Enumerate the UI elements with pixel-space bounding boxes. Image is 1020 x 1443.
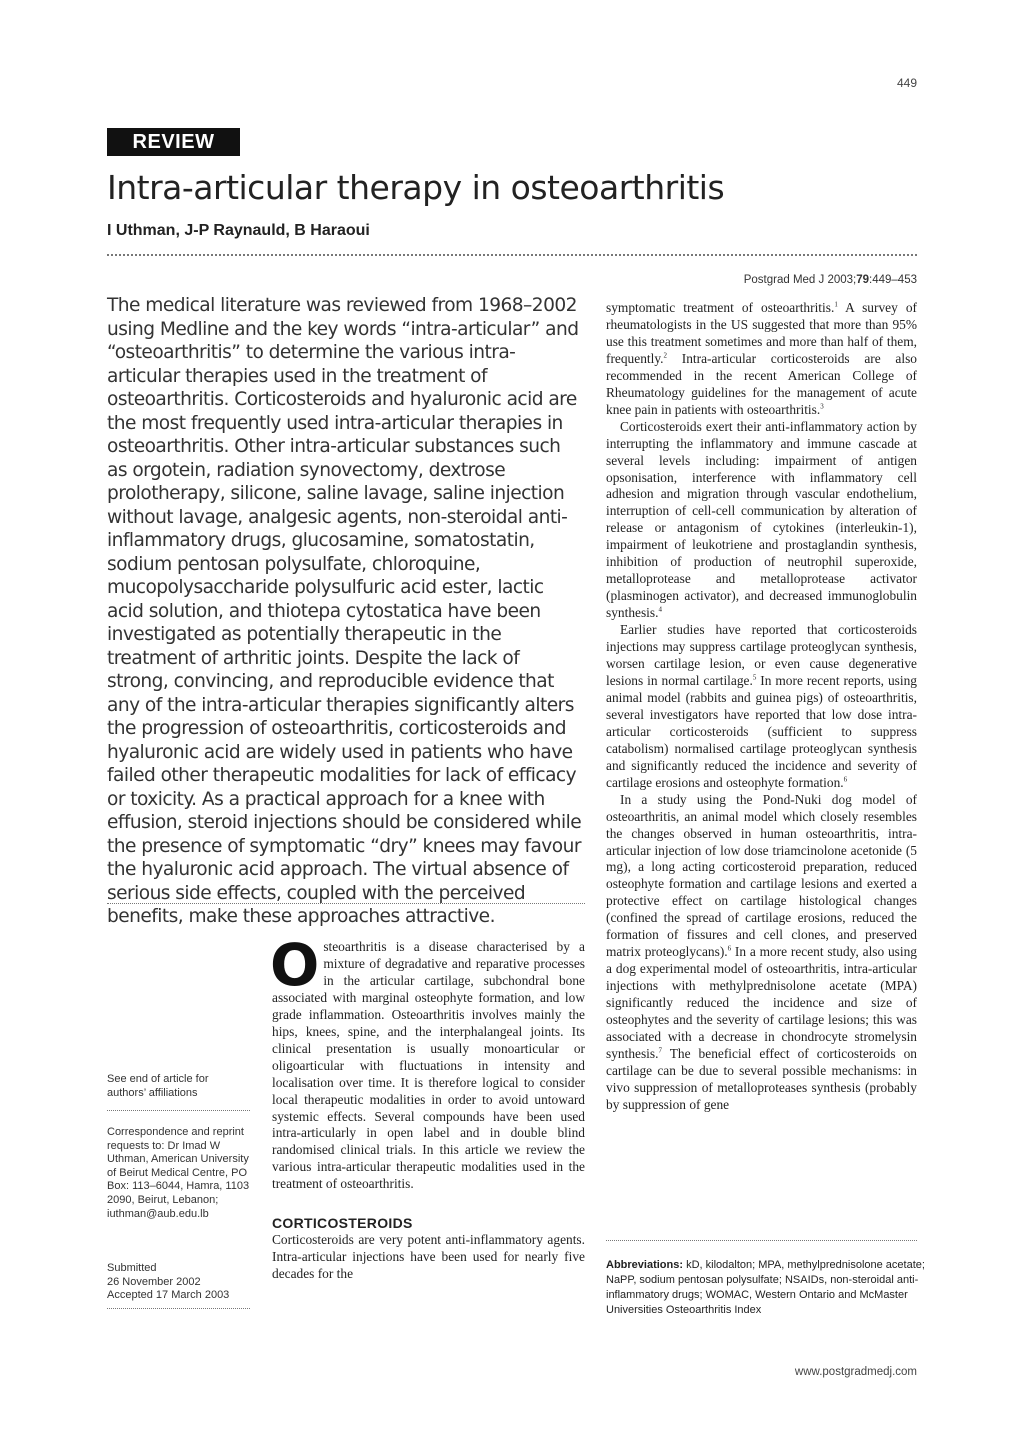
body-middle-column [270, 931, 585, 1283]
citation-volume: 79 [856, 274, 870, 286]
body-right-column [606, 300, 917, 1114]
citation-pages: :449–453 [869, 274, 917, 286]
text: In a study using the Pond-Nuki dog model of osteoarthritis, an animal model which closely resembles the changes observed in human osteoarthritis, intra-articular injection of low dose triamcinolone acetonide (5 mg), a long acting corticosteroid preparation, reduced osteophyte formation and cartilage lesions and exerted a protective effect on cartilage histological changes (confined the spread of cartilage erosions, reduced the formation of fissures and cell clones, and preserved matrix proteoglycans). [606, 791, 917, 960]
paragraph [606, 792, 917, 1114]
page-number: 449 [896, 76, 917, 90]
paragraph: Corticosteroids are very potent anti-inflammatory agents. Intra-articular injections have been used for nearly five decades for the [272, 1232, 585, 1282]
reference[interactable]: 5 [752, 673, 757, 682]
reference[interactable]: 4 [658, 605, 662, 614]
section-heading: CORTICOSTEROIDS [272, 1215, 413, 1232]
abbreviations-label: Abbreviations: [606, 1259, 684, 1271]
paragraph [606, 622, 917, 792]
correspondence-address: Correspondence and reprint requests to: Dr Imad W Uthman, American University of Beirut Medical Centre, PO Box: 113–6044, Hamra, 1103 2090, Beirut, Lebanon; [107, 1126, 250, 1206]
divider [107, 1308, 250, 1309]
reference[interactable]: 2 [663, 351, 668, 360]
reference[interactable]: 6 [727, 944, 732, 953]
text: Corticosteroids exert their anti-inflammatory action by interrupting the inflammatory and immune cascade at several levels including: impairment of antigen opsonisation, interference with inflammatory cell adhesion and migration through vascular endothelium, interruption of cell-cell communication by alteration of release or antagonism of cytokines (interleukin-1), impairment of leukotriene and prostaglandin synthesis, inhibition of production of neutrophil superoxide, metalloprotease and metalloprotease activator (plasminogen activator), and decreased immunoglobulin synthesis. [606, 418, 917, 621]
paragraph [606, 300, 917, 419]
text: In a more recent study, also using a dog experimental model of osteoarthritis, intra-articular injections with methylprednisolone acetate (MPA) significantly reduced the incidence and size of osteophytes and the severity of cartilage lesions; this was associated with a decrease in chondrocyte stromelysin synthesis. [606, 944, 917, 1061]
text: symptomatic treatment of osteoarthritis. [606, 300, 835, 315]
submitted-label: Submitted [107, 1262, 157, 1274]
section-label: REVIEW [107, 128, 240, 156]
reference[interactable]: 7 [658, 1046, 662, 1055]
drop-cap: O [270, 931, 320, 999]
intro-paragraph: steoarthritis is a disease characterised by a mixture of degradative and reparative processes in the articular cartilage, subchondral bone associated with marginal osteophyte formation, and low grade inflammation. Osteoarthritis involves mainly the hips, knees, spine, and the interphalangeal joints. Its clinical presentation is usually monoarticular or oligoarticular with fluctuations in intensity and localisation over time. It is therefore logical to consider local therapeutic modalities in order to avoid untoward systemic effects. Several compounds have been used intra-articularly in open label and in double blind randomised clinical trials. In this article we review the various intra-articular therapeutic modalities used in the treatment of osteoarthritis. [272, 939, 585, 1192]
affiliations-note: See end of article for authors’ affiliations [107, 1073, 209, 1099]
submitted-date: 26 November 2002 [107, 1275, 201, 1288]
correspondence [107, 1126, 250, 1221]
reference[interactable]: 3 [820, 402, 824, 411]
reference[interactable]: 1 [834, 300, 838, 309]
abbreviations-text: kD, kilodalton; MPA, methylprednisolone acetate; NaPP, sodium pentosan polysulfate; NSAIDs, non-steroidal anti-inflammatory drugs; WOMAC, Western Ontario and McMaster Universities Osteoarthritis Index [606, 1259, 925, 1316]
text: In more recent reports, using animal model (rabbits and guinea pigs) of osteoarthritis, several investigators have reported that low dose intra-articular corticosteroids (sufficient to suppress catabolism) normalised cartilage proteoglycan synthesis and significantly reduced the incidence and severity of cartilage erosions and osteophyte formation. [606, 672, 917, 790]
accepted-date: Accepted 17 March 2003 [107, 1289, 230, 1302]
divider [606, 1240, 917, 1241]
divider [107, 254, 917, 256]
reference[interactable]: 6 [843, 775, 848, 784]
citation-journal: Postgrad Med J 2003; [743, 274, 857, 286]
abbreviations [606, 1258, 926, 1318]
text: Intra-articular corticosteroids are also recommended in the recent American College of Rheumatology guidelines for the management of acute knee pain in patients with osteoarthritis. [606, 350, 917, 417]
divider [107, 903, 585, 904]
citation [744, 274, 917, 286]
journal-url[interactable]: www.postgradmedj.com [794, 1366, 917, 1378]
correspondence-email[interactable]: iuthman@aub.edu.lb [107, 1207, 209, 1220]
text: A survey of rheumatologists in the US suggested that more than 95% use this treatment sometimes and more than half of them, frequently. [606, 300, 918, 366]
dates [107, 1262, 250, 1303]
divider [107, 1110, 250, 1111]
authors: I Uthman, J-P Raynauld, B Haraoui [107, 222, 370, 239]
text: Earlier studies have reported that corticosteroids injections may suppress cartilage proteoglycan synthesis, worsen cartilage lesion, or even cause degenerative lesions in normal cartilage. [606, 622, 917, 688]
paragraph [606, 419, 917, 622]
article-title: Intra-articular therapy in osteoarthritis [107, 168, 725, 207]
abstract: The medical literature was reviewed from 1968–2002 using Medline and the key words “intra-articular” and “osteoarthritis” to determine the various intra-articular therapies used in the treatment of osteoarthritis. Corticosteroids and hyaluronic acid are the most frequently used intra-articular therapies in osteoarthritis. Other intra-articular substances such as orgotein, radiation synovectomy, dextrose prolotherapy, silicone, saline lavage, saline injection without lavage, analgesic agents, non-steroidal anti-inflammatory drugs, glucosamine, somatostatin, sodium pentosan polysulfate, chloroquine, mucopolysaccharide polysulfuric acid ester, lactic acid solution, and thiotepa cytostatica have been investigated as potentially therapeutic in the treatment of arthritic joints. Despite the lack of strong, convincing, and reproducible evidence that any of the intra-articular therapies significantly alters the progression of osteoarthritis, corticosteroids and hyaluronic acid are widely used in patients who have failed other therapeutic modalities for lack of efficacy or toxicity. As a practical approach for a knee with effusion, steroid injections should be considered while the presence of symptomatic “dry” knees may favour the hyaluronic acid approach. The virtual absence of serious side effects, coupled with the perceived benefits, make these approaches attractive. [107, 295, 582, 927]
text: The beneficial effect of corticosteroids on cartilage can be due to several possible mechanisms: in vivo suppression of metalloproteases synthesis (probably by suppression of gene [606, 1045, 917, 1112]
